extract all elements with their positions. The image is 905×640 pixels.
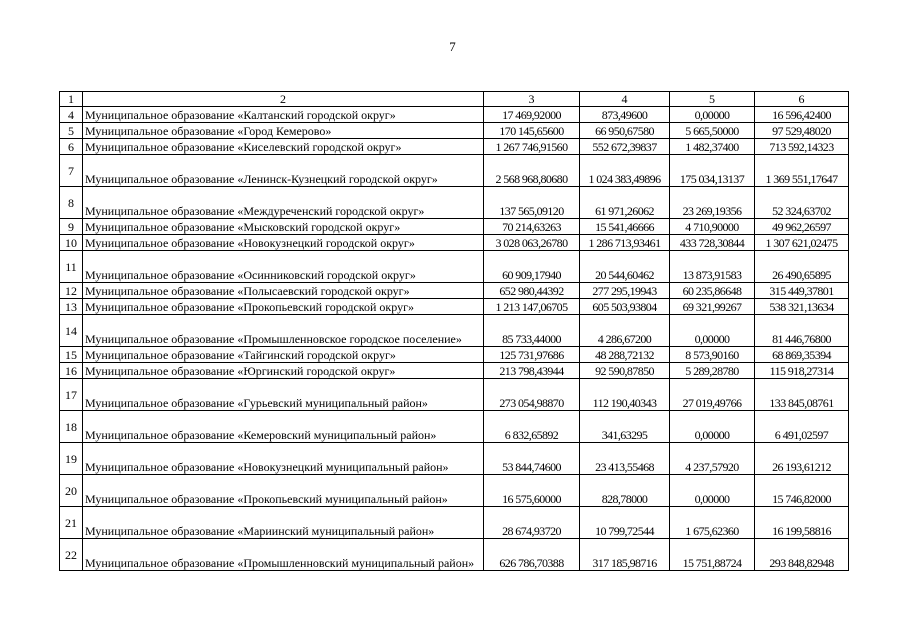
value-col4: 112 190,40343 bbox=[580, 379, 670, 411]
value-col3: 17 469,92000 bbox=[484, 107, 580, 123]
value-col3: 213 798,43944 bbox=[484, 363, 580, 379]
value-col5: 1 675,62360 bbox=[670, 507, 755, 539]
municipality-name: Муниципальное образование «Мариинский муниципальный район» bbox=[83, 507, 484, 539]
value-col4: 828,78000 bbox=[580, 475, 670, 507]
value-col6: 52 324,63702 bbox=[755, 187, 849, 219]
value-col3: 53 844,74600 bbox=[484, 443, 580, 475]
header-row bbox=[60, 92, 849, 107]
value-col4: 341,63295 bbox=[580, 411, 670, 443]
value-col3: 2 568 968,80680 bbox=[484, 155, 580, 187]
table-row bbox=[60, 107, 849, 123]
row-number: 13 bbox=[60, 299, 83, 315]
row-number: 11 bbox=[60, 251, 83, 283]
value-col5: 1 482,37400 bbox=[670, 139, 755, 155]
municipality-name: Муниципальное образование «Кемеровский муниципальный район» bbox=[83, 411, 484, 443]
value-col4: 1 286 713,93461 bbox=[580, 235, 670, 251]
row-number: 8 bbox=[60, 187, 83, 219]
value-col3: 3 028 063,26780 bbox=[484, 235, 580, 251]
value-col6: 133 845,08761 bbox=[755, 379, 849, 411]
table-row bbox=[60, 283, 849, 299]
value-col5: 27 019,49766 bbox=[670, 379, 755, 411]
municipality-name: Муниципальное образование «Новокузнецкий городской округ» bbox=[83, 235, 484, 251]
value-col4: 48 288,72132 bbox=[580, 347, 670, 363]
row-number: 18 bbox=[60, 411, 83, 443]
value-col3: 70 214,63263 bbox=[484, 219, 580, 235]
value-col3: 652 980,44392 bbox=[484, 283, 580, 299]
row-number: 16 bbox=[60, 363, 83, 379]
value-col3: 85 733,44000 bbox=[484, 315, 580, 347]
value-col5: 4 710,90000 bbox=[670, 219, 755, 235]
value-col3: 1 213 147,06705 bbox=[484, 299, 580, 315]
value-col5: 0,00000 bbox=[670, 315, 755, 347]
value-col6: 16 199,58816 bbox=[755, 507, 849, 539]
value-col3: 626 786,70388 bbox=[484, 539, 580, 571]
municipality-name: Муниципальное образование «Тайгинский городской округ» bbox=[83, 347, 484, 363]
table-row bbox=[60, 123, 849, 139]
table-row bbox=[60, 475, 849, 507]
value-col4: 277 295,19943 bbox=[580, 283, 670, 299]
municipality-name: Муниципальное образование «Прокопьевский муниципальный район» bbox=[83, 475, 484, 507]
table-row bbox=[60, 251, 849, 283]
municipality-name: Муниципальное образование «Промышленновский муниципальный район» bbox=[83, 539, 484, 571]
value-col3: 273 054,98870 bbox=[484, 379, 580, 411]
value-col4: 1 024 383,49896 bbox=[580, 155, 670, 187]
value-col6: 315 449,37801 bbox=[755, 283, 849, 299]
value-col5: 8 573,90160 bbox=[670, 347, 755, 363]
municipality-name: Муниципальное образование «Новокузнецкий муниципальный район» bbox=[83, 443, 484, 475]
value-col6: 26 193,61212 bbox=[755, 443, 849, 475]
value-col5: 15 751,88724 bbox=[670, 539, 755, 571]
value-col6: 1 307 621,02475 bbox=[755, 235, 849, 251]
value-col5: 5 665,50000 bbox=[670, 123, 755, 139]
row-number: 4 bbox=[60, 107, 83, 123]
value-col3: 137 565,09120 bbox=[484, 187, 580, 219]
value-col4: 66 950,67580 bbox=[580, 123, 670, 139]
value-col3: 60 909,17940 bbox=[484, 251, 580, 283]
value-col4: 4 286,67200 bbox=[580, 315, 670, 347]
municipality-name: Муниципальное образование «Полысаевский городской округ» bbox=[83, 283, 484, 299]
table-row bbox=[60, 139, 849, 155]
budget-table bbox=[59, 91, 849, 571]
value-col6: 16 596,42400 bbox=[755, 107, 849, 123]
municipality-name: Муниципальное образование «Гурьевский муниципальный район» bbox=[83, 379, 484, 411]
page-number: 7 bbox=[449, 39, 456, 54]
table-row bbox=[60, 363, 849, 379]
value-col4: 317 185,98716 bbox=[580, 539, 670, 571]
table-row bbox=[60, 411, 849, 443]
value-col6: 713 592,14323 bbox=[755, 139, 849, 155]
row-number: 19 bbox=[60, 443, 83, 475]
municipality-name: Муниципальное образование «Осинниковский городской округ» bbox=[83, 251, 484, 283]
table-row bbox=[60, 235, 849, 251]
value-col5: 0,00000 bbox=[670, 107, 755, 123]
value-col6: 68 869,35394 bbox=[755, 347, 849, 363]
value-col3: 16 575,60000 bbox=[484, 475, 580, 507]
municipality-name: Муниципальное образование «Прокопьевский городской округ» bbox=[83, 299, 484, 315]
municipality-name: Муниципальное образование «Киселевский городской округ» bbox=[83, 139, 484, 155]
municipality-name: Муниципальное образование «Калтанский городской округ» bbox=[83, 107, 484, 123]
value-col6: 6 491,02597 bbox=[755, 411, 849, 443]
value-col6: 97 529,48020 bbox=[755, 123, 849, 139]
value-col6: 293 848,82948 bbox=[755, 539, 849, 571]
column-header: 4 bbox=[580, 92, 670, 107]
value-col4: 20 544,60462 bbox=[580, 251, 670, 283]
municipality-name: Муниципальное образование «Юргинский городской округ» bbox=[83, 363, 484, 379]
row-number: 17 bbox=[60, 379, 83, 411]
column-header: 2 bbox=[83, 92, 484, 107]
column-header: 3 bbox=[484, 92, 580, 107]
table-row bbox=[60, 155, 849, 187]
row-number: 21 bbox=[60, 507, 83, 539]
municipality-name: Муниципальное образование «Промышленновское городское поселение» bbox=[83, 315, 484, 347]
value-col4: 23 413,55468 bbox=[580, 443, 670, 475]
value-col3: 1 267 746,91560 bbox=[484, 139, 580, 155]
value-col4: 873,49600 bbox=[580, 107, 670, 123]
value-col6: 26 490,65895 bbox=[755, 251, 849, 283]
value-col4: 15 541,46666 bbox=[580, 219, 670, 235]
value-col3: 125 731,97686 bbox=[484, 347, 580, 363]
municipality-name: Муниципальное образование «Междуреченский городской округ» bbox=[83, 187, 484, 219]
table-row bbox=[60, 315, 849, 347]
value-col5: 0,00000 bbox=[670, 411, 755, 443]
value-col4: 10 799,72544 bbox=[580, 507, 670, 539]
row-number: 22 bbox=[60, 539, 83, 571]
value-col3: 170 145,65600 bbox=[484, 123, 580, 139]
municipality-name: Муниципальное образование «Ленинск-Кузнецкий городской округ» bbox=[83, 155, 484, 187]
value-col4: 552 672,39837 bbox=[580, 139, 670, 155]
value-col4: 61 971,26062 bbox=[580, 187, 670, 219]
value-col5: 5 289,28780 bbox=[670, 363, 755, 379]
value-col6: 81 446,76800 bbox=[755, 315, 849, 347]
column-header: 5 bbox=[670, 92, 755, 107]
row-number: 10 bbox=[60, 235, 83, 251]
value-col5: 4 237,57920 bbox=[670, 443, 755, 475]
table-row bbox=[60, 443, 849, 475]
municipality-name: Муниципальное образование «Город Кемерово» bbox=[83, 123, 484, 139]
table-row bbox=[60, 507, 849, 539]
row-number: 6 bbox=[60, 139, 83, 155]
column-header: 1 bbox=[60, 92, 83, 107]
value-col3: 28 674,93720 bbox=[484, 507, 580, 539]
column-header: 6 bbox=[755, 92, 849, 107]
value-col5: 23 269,19356 bbox=[670, 187, 755, 219]
table-row bbox=[60, 299, 849, 315]
value-col5: 433 728,30844 bbox=[670, 235, 755, 251]
value-col6: 115 918,27314 bbox=[755, 363, 849, 379]
value-col6: 49 962,26597 bbox=[755, 219, 849, 235]
value-col5: 13 873,91583 bbox=[670, 251, 755, 283]
row-number: 12 bbox=[60, 283, 83, 299]
value-col4: 605 503,93804 bbox=[580, 299, 670, 315]
value-col5: 0,00000 bbox=[670, 475, 755, 507]
value-col6: 15 746,82000 bbox=[755, 475, 849, 507]
table-row bbox=[60, 379, 849, 411]
row-number: 20 bbox=[60, 475, 83, 507]
value-col6: 538 321,13634 bbox=[755, 299, 849, 315]
value-col5: 69 321,99267 bbox=[670, 299, 755, 315]
row-number: 14 bbox=[60, 315, 83, 347]
value-col6: 1 369 551,17647 bbox=[755, 155, 849, 187]
row-number: 9 bbox=[60, 219, 83, 235]
value-col5: 60 235,86648 bbox=[670, 283, 755, 299]
row-number: 7 bbox=[60, 155, 83, 187]
municipality-name: Муниципальное образование «Мысковский городской округ» bbox=[83, 219, 484, 235]
value-col3: 6 832,65892 bbox=[484, 411, 580, 443]
table-row bbox=[60, 187, 849, 219]
table-row bbox=[60, 219, 849, 235]
table-row bbox=[60, 539, 849, 571]
value-col5: 175 034,13137 bbox=[670, 155, 755, 187]
row-number: 5 bbox=[60, 123, 83, 139]
table-row bbox=[60, 347, 849, 363]
row-number: 15 bbox=[60, 347, 83, 363]
value-col4: 92 590,87850 bbox=[580, 363, 670, 379]
